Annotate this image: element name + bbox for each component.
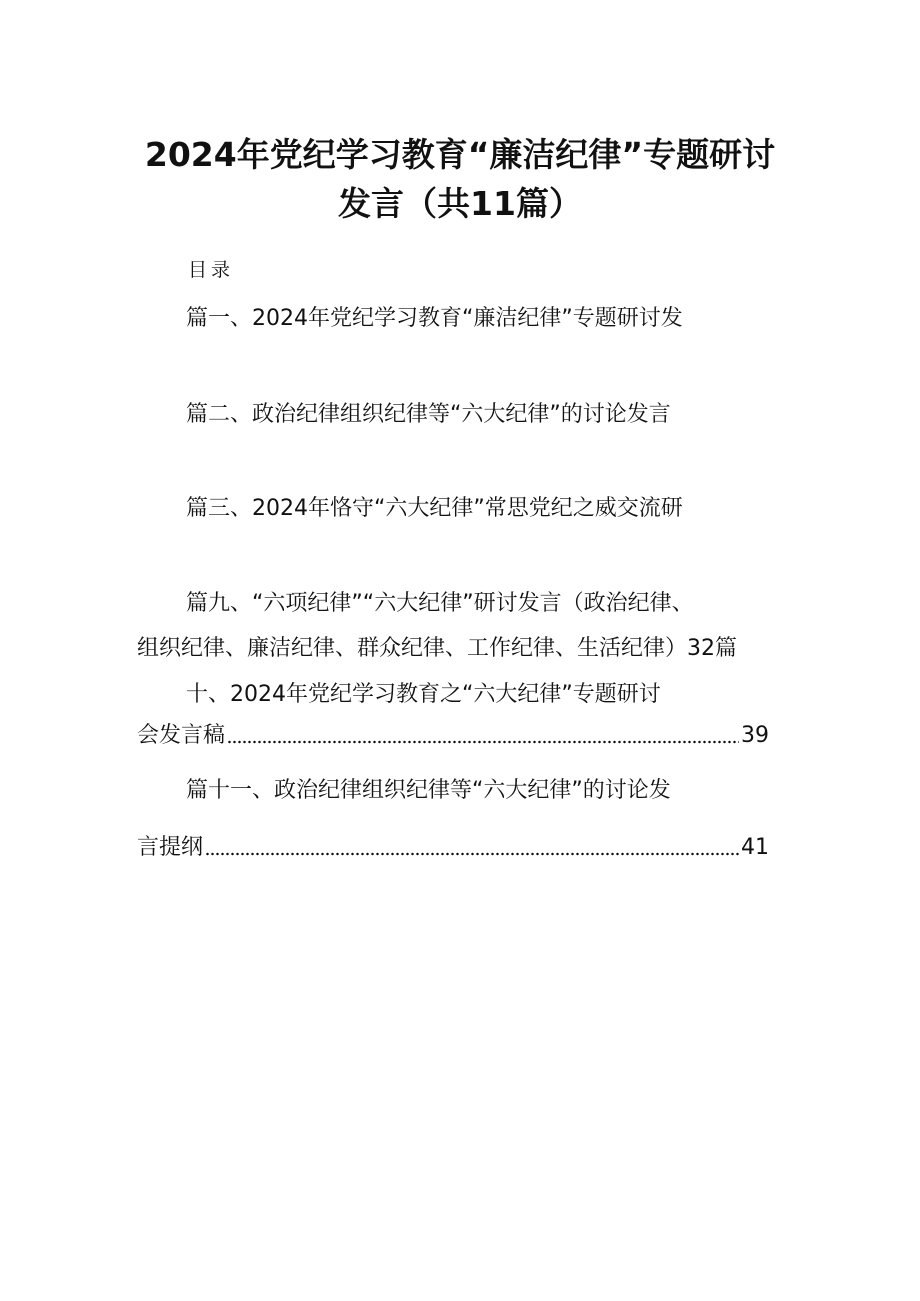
toc-entry-11-line-1[interactable]: 篇十一、政治纪律组织纪律等“六大纪律”的讨论发: [186, 778, 671, 803]
toc-heading: 目录: [188, 259, 235, 281]
toc-entry-10-text: 会发言稿: [137, 723, 226, 748]
toc-dot-leader: [227, 739, 739, 745]
toc-entry-2[interactable]: 篇二、政治纪律组织纪律等“六大纪律”的讨论发言: [186, 402, 671, 427]
toc-entry-11-line-2[interactable]: [137, 834, 769, 862]
toc-entry-1[interactable]: 篇一、2024年党纪学习教育“廉洁纪律”专题研讨发: [186, 306, 683, 331]
toc-entry-11-text: 言提纲: [137, 835, 204, 860]
document-title-line-1: 2024年党纪学习教育“廉洁纪律”专题研讨: [144, 135, 776, 174]
document-title-line-2: 发言（共11篇）: [338, 184, 582, 223]
toc-entry-9-line-2[interactable]: 组织纪律、廉洁纪律、群众纪律、工作纪律、生活纪律）32篇: [137, 636, 737, 661]
toc-entry-11-page-number: 41: [741, 835, 769, 860]
toc-entry-10-page-number: 39: [741, 723, 769, 748]
toc-entry-9-line-1[interactable]: 篇九、“六项纪律”“六大纪律”研讨发言（政治纪律、: [186, 591, 694, 616]
toc-dot-leader: [205, 851, 739, 857]
toc-entry-3[interactable]: 篇三、2024年恪守“六大纪律”常思党纪之威交流研: [186, 496, 683, 521]
toc-entry-10-line-2[interactable]: [137, 722, 769, 750]
toc-entry-10-line-1[interactable]: 十、2024年党纪学习教育之“六大纪律”专题研讨: [186, 682, 661, 707]
